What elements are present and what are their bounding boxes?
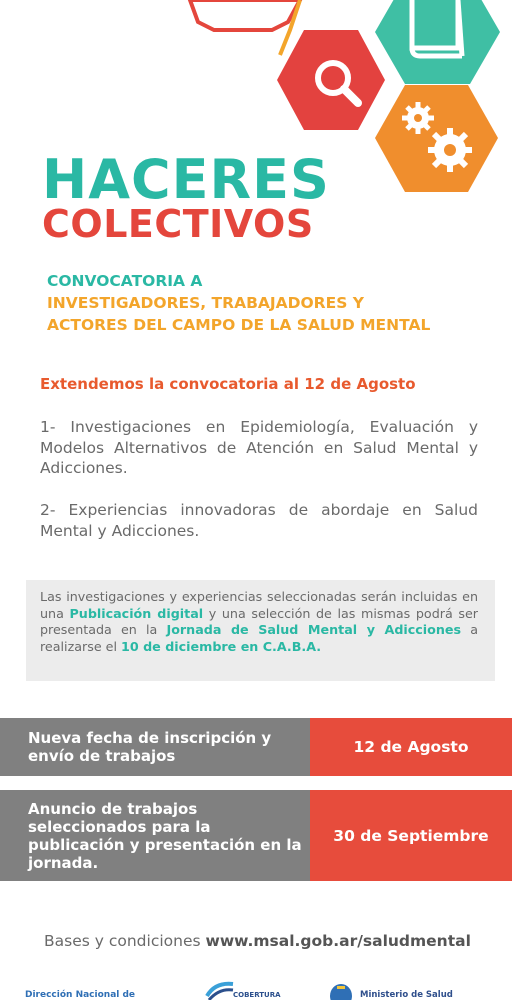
book-hexagon — [375, 0, 500, 84]
shield-icon — [328, 982, 354, 1000]
date-row-inscription — [0, 718, 512, 776]
publication-note: Las investigaciones y experiencias seleccionadas serán incluidas en una Publicación digital y una selección de las mismas podrá ser presentada en la Jornada de Salud Mental y Adicciones a realizarse el 10 de diciembre en C.A.B.A. — [26, 580, 495, 681]
direccion-nacional-logo: Dirección Nacional de — [25, 990, 136, 1000]
date-row-announcement — [0, 790, 512, 881]
cobertura-logo — [205, 980, 281, 1000]
subtitle-line-1: CONVOCATORIA A — [47, 272, 203, 290]
ministerio-logo — [328, 982, 468, 1000]
date-label: Nueva fecha de inscripción y envío de trabajos — [0, 718, 310, 776]
swoosh-icon — [205, 980, 235, 1000]
highlight-jornada: Jornada de Salud Mental y Adicciones — [166, 622, 462, 637]
extension-notice: Extendemos la convocatoria al 12 de Agosto — [40, 375, 416, 393]
highlight-fecha: 10 de diciembre en C.A.B.A. — [121, 638, 322, 654]
call-item-2: 2- Experiencias innovadoras de abordaje en Salud Mental y Adicciones. — [40, 501, 478, 540]
subtitle-line-2: INVESTIGADORES, TRABAJADORES Y — [47, 294, 364, 312]
bases-link[interactable]: www.msal.gob.ar/saludmental — [205, 932, 471, 950]
date-value: 12 de Agosto — [310, 718, 512, 776]
search-hexagon — [277, 30, 385, 130]
subtitle-line-3: ACTORES DEL CAMPO DE LA SALUD MENTAL — [47, 316, 431, 334]
highlight-publicacion: Publicación digital — [69, 605, 204, 621]
date-label: Anuncio de trabajos seleccionados para la publicación y presentación en la jornada. — [0, 790, 310, 881]
title-haceres: HACERES — [42, 148, 330, 211]
date-value: 30 de Septiembre — [310, 790, 512, 881]
ministerio-text: Ministerio de Salud — [360, 990, 453, 1000]
cobertura-text: COBERTURA — [233, 991, 281, 999]
call-item-1: 1- Investigaciones en Epidemiología, Evaluación y Modelos Alternativos de Atención en Salud Mental y Adicciones. — [40, 418, 478, 477]
outline-hexagon — [190, 0, 300, 30]
title-colectivos: COLECTIVOS — [42, 202, 314, 246]
bases-line: Bases y condiciones www.msal.gob.ar/saludmental — [44, 932, 471, 950]
